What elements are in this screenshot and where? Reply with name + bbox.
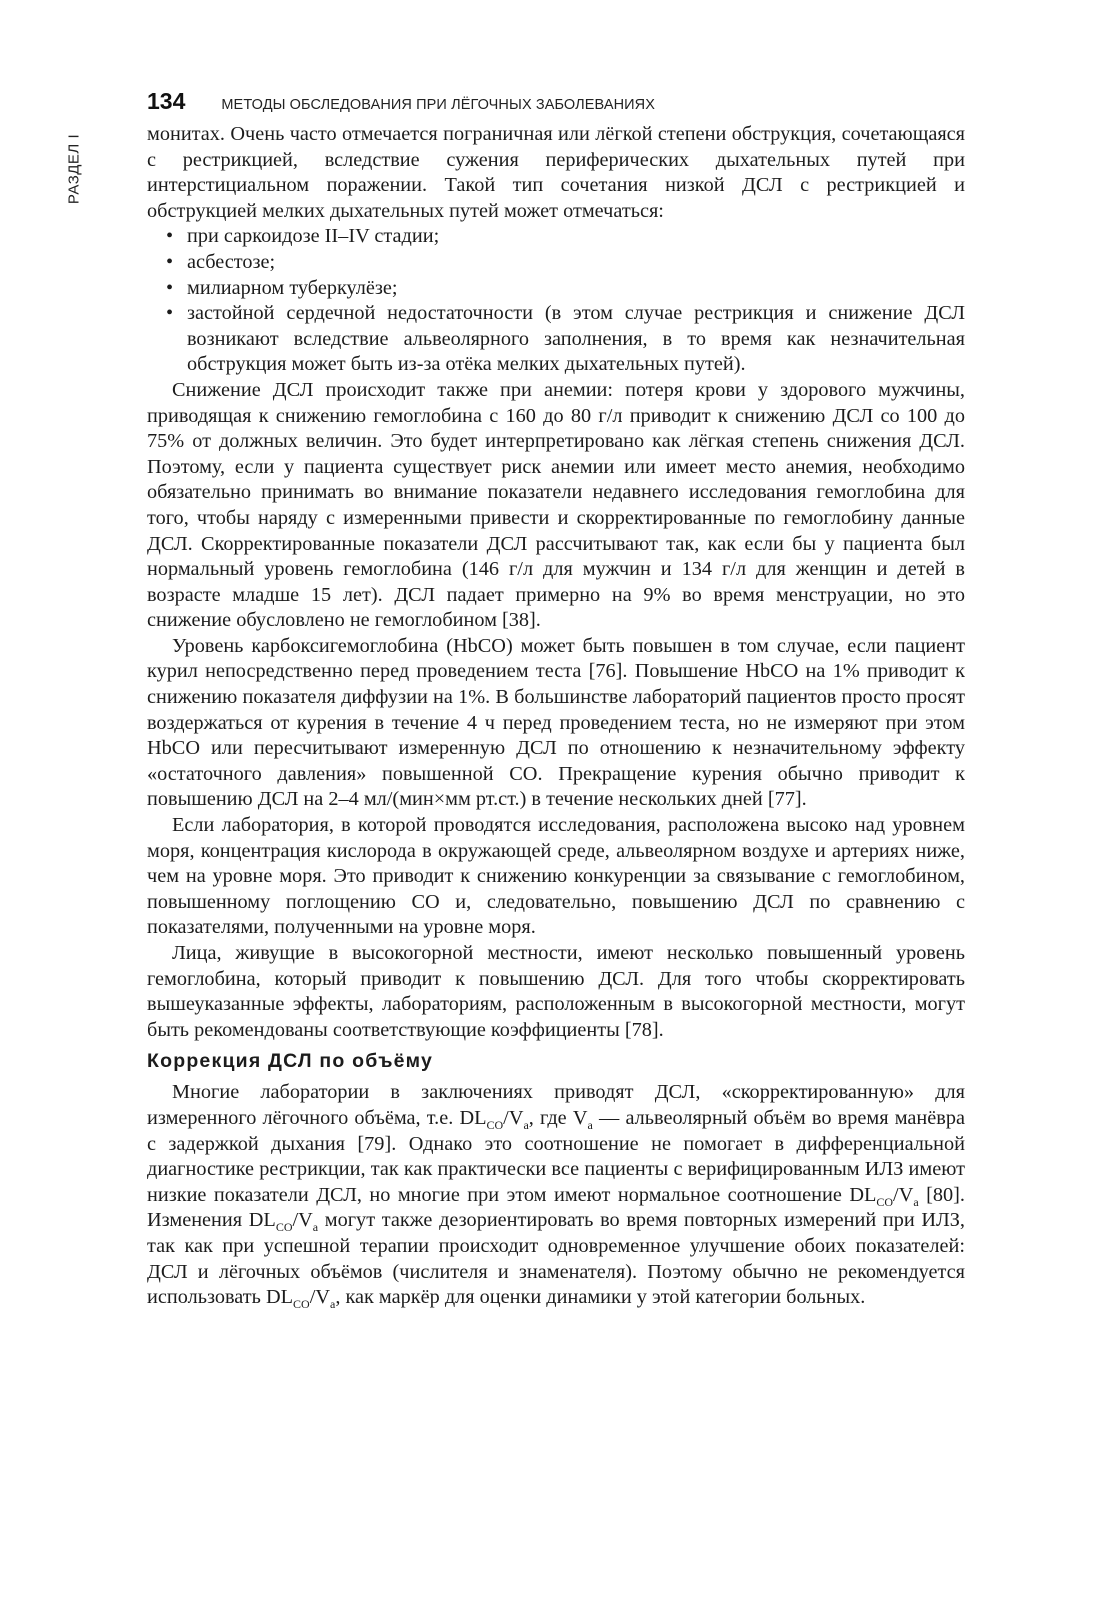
- bullet-item: • застойной сердечной недостаточности (в этом случае рестрикция и снижение ДСЛ возникают вследствие альвеолярного заполнения, в то время как незначительная обструкция может быть из-за отёка мелких дыхательных путей).: [187, 301, 965, 378]
- dlco-va-formula: $DL_{CO}/V_a$: [248, 1209, 319, 1235]
- va-symbol: $V_a$: [572, 1106, 593, 1133]
- dlco-va-formula: $DL_{CO}/V_a$: [265, 1286, 336, 1312]
- dlco-va-formula: $DL_{CO}/V_a$: [459, 1106, 529, 1133]
- text-run: [80]. Изменения: [147, 1183, 965, 1232]
- text-run: Многие лаборатории в заключениях приводят ДСЛ, «скорректированную» для измеренного лёгочного объёма, т.е.: [147, 1081, 965, 1129]
- page-body: [147, 122, 965, 1311]
- paragraph-altitude: Если лаборатория, в которой проводятся исследования, расположена высоко над уровнем моря, концентрация кислорода в окружающей среде, альвеолярном воздухе и артериях ниже, чем на уровне моря. Это приводит к снижению конкуренции за связывание с гемоглобином, повышенному поглощению CO и, следовательно, повышению ДСЛ по сравнению с показателями, полученными на уровне моря.: [147, 814, 965, 939]
- page-number: 134: [147, 88, 186, 114]
- paragraph-highland: Лица, живущие в высокогорной местности, имеют несколько повышенный уровень гемоглобина, который приводит к повышению ДСЛ. Для того чтобы скорректировать вышеуказанные эффекты, лабораториям, расположенным в высокогорной местности, могут быть рекомендованы соответствующие коэффициенты [78].: [147, 942, 965, 1041]
- paragraph-anemia: Снижение ДСЛ происходит также при анемии: потеря крови у здорового мужчины, приводящая к снижению гемоглобина с 160 до 80 г/л приводит к снижению ДСЛ со 100 до 75% от должных величин. Это будет интерпретировано как лёгкая степень снижения ДСЛ. Поэтому, если у пациента существует риск анемии или имеет место анемия, необходимо обязательно принимать во внимание показатели недавнего исследования гемоглобина для того, чтобы наряду с измеренными привести и скорректированные по гемоглобину данные ДСЛ. Скорректированные показатели ДСЛ рассчитывают так, как если бы у пациента был нормальный уровень гемоглобина (146 г/л для мужчин и 134 г/л для женщин и детей в возрасте младше 15 лет). ДСЛ падает примерно на 9% во время менструации, но это снижение обусловлено не гемоглобином [38].: [147, 378, 965, 632]
- bullet-item: • асбестозе;: [187, 250, 965, 276]
- paragraph-carboxyhemoglobin: Уровень карбоксигемоглобина (HbCO) может быть повышен в том случае, если пациент курил непосредственно перед проведением теста [76]. Повышение HbCO на 1% приводит к снижению показателя диффузии на 1%. В большинстве лабораторий пациентов просто просят воздержаться от курения в течение 4 ч перед проведением теста, но не измеряют при этом HbCO или пересчитывают измеренную ДСЛ по отношению к незначительному эффекту «остаточного давления» повышенной CO. Прекращение курения обычно приводит к повышению ДСЛ на 2–4 мл/(мин×мм рт.ст.) в течение нескольких дней [77].: [147, 634, 965, 811]
- running-title: МЕТОДЫ ОБСЛЕДОВАНИЯ ПРИ ЛЁГОЧНЫХ ЗАБОЛЕВАНИЯХ: [221, 97, 656, 113]
- section-label-text: РАЗДЕЛ I: [65, 133, 83, 205]
- paragraph-volume-correction: [147, 1080, 965, 1310]
- page-header: [147, 88, 655, 118]
- dlco-va-formula: $DL_{CO}/V_a$: [849, 1183, 919, 1209]
- intro-paragraph: монитах. Очень часто отмечается пограничная или лёгкой степени обструкция, сочетающаяся с рестрикцией, вследствие сужения периферических дыхательных путей при интерстициальном поражении. Такой тип сочетания низкой ДСЛ с рестрикцией и обструкцией мелких дыхательных путей может отмечаться:: [147, 123, 965, 222]
- text-run: могут также дезориентировать во время повторных измерений при ИЛЗ, так как при успешной терапии происходит одновременное улучшение обоих показателей: ДСЛ и лёгочных объёмов (числителя и знаменателя). Поэтому обычно не рекомендуется использовать: [147, 1209, 965, 1309]
- text-run: , как маркёр для оценки динамики у этой категории больных.: [335, 1286, 866, 1309]
- bullet-list: [147, 224, 965, 378]
- section-side-label: [64, 124, 84, 214]
- bullet-item: • при саркоидозе II–IV стадии;: [187, 224, 965, 250]
- section-heading: Коррекция ДСЛ по объёму: [147, 1050, 434, 1073]
- text-run: — альвеолярный объём во время манёвра с задержкой дыхания [79]. Однако это соотношение не помогает в дифференциальной диагностике рестрикции, так как практически все пациенты с верифицированным ИЛЗ имеют низкие показатели ДСЛ, но многие при этом имеют нормальное соотношение: [147, 1106, 965, 1206]
- text-run: , где: [528, 1106, 573, 1129]
- bullet-item: • милиарном туберкулёзе;: [187, 276, 965, 302]
